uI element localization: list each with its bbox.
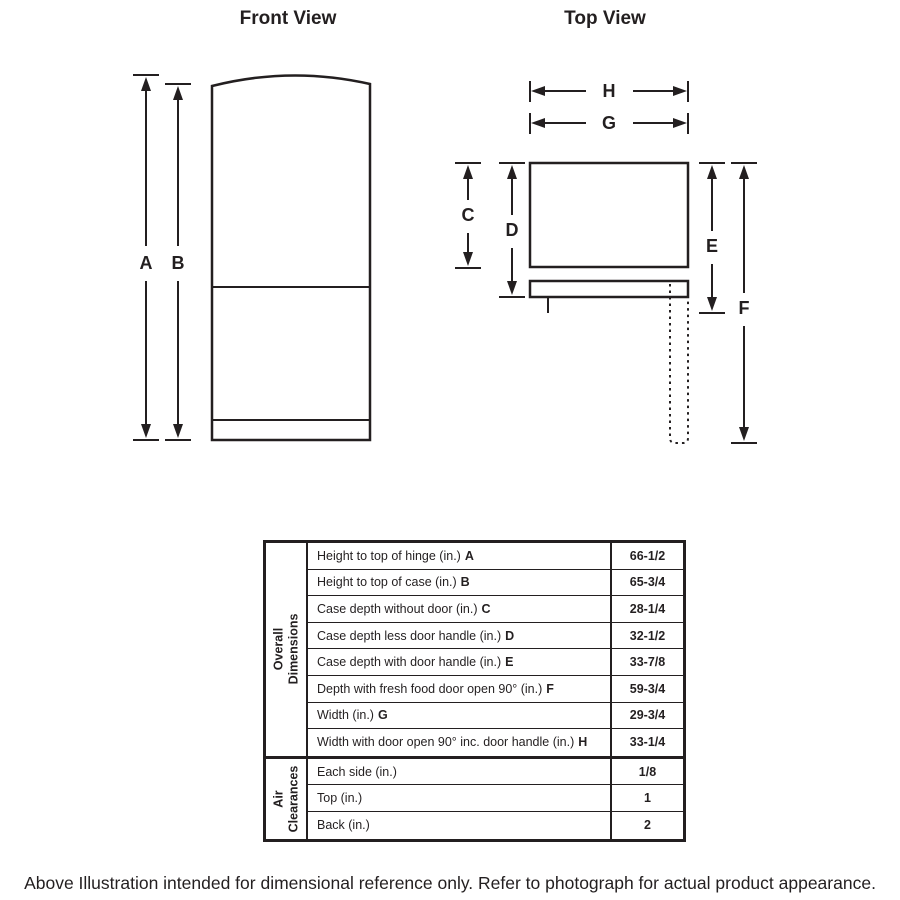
table-row-value: 59-3/4 — [610, 676, 683, 703]
row-label-text: Case depth less door handle (in.) — [317, 628, 502, 643]
table-row-value: 29-3/4 — [610, 703, 683, 730]
table-row-value: 33-1/4 — [610, 729, 683, 756]
section-header-line: Air — [271, 789, 285, 808]
table-row-label — [306, 623, 610, 650]
dim-label-h: H — [602, 81, 616, 101]
disclaimer-caption: Above Illustration intended for dimensional reference only. Refer to photograph for actual product appearance. — [24, 873, 876, 893]
arrowhead-up-icon — [173, 86, 183, 100]
section-header-line: Overall — [271, 628, 286, 671]
row-label-text: Back (in.) — [317, 818, 370, 833]
arrowhead-down-icon — [173, 424, 183, 438]
door-front-outline — [530, 281, 688, 297]
row-dim-letter: B — [460, 575, 470, 590]
table-row-label — [306, 676, 610, 703]
section-header-line: Dimensions — [286, 613, 301, 685]
row-dim-letter: A — [464, 548, 474, 563]
dim-label-d: D — [505, 220, 519, 240]
arrowhead-down-icon — [739, 427, 749, 441]
table-row-label — [306, 759, 610, 786]
table-row-value: 1/8 — [610, 759, 683, 786]
dim-label-e: E — [705, 236, 719, 256]
row-label-text: Depth with fresh food door open 90° (in.) — [317, 681, 543, 696]
front-view-diagram — [133, 75, 370, 440]
dim-label-c: C — [461, 205, 475, 225]
row-dim-letter: G — [377, 708, 388, 723]
row-dim-letter: H — [578, 735, 588, 750]
front-view-title: Front View — [239, 8, 337, 29]
arrowhead-up-icon — [739, 165, 749, 179]
table-row-value: 65-3/4 — [610, 570, 683, 597]
table-row-value: 33-7/8 — [610, 649, 683, 676]
dimensions-table — [263, 540, 686, 842]
arrowhead-up-icon — [141, 77, 151, 91]
row-dim-letter: D — [505, 628, 515, 643]
table-row-value: 66-1/2 — [610, 543, 683, 570]
dim-label-b: B — [171, 253, 185, 273]
dim-line-e — [699, 163, 725, 313]
table-row-label — [306, 649, 610, 676]
dim-label-f: F — [738, 298, 750, 318]
overall-dimensions-section — [266, 543, 683, 759]
row-label-text: Top (in.) — [317, 791, 363, 806]
arrowhead-right-icon — [673, 86, 687, 96]
case-outline — [530, 163, 688, 267]
open-door-dashed-outline — [670, 284, 688, 443]
top-view-diagram — [455, 81, 757, 443]
row-label-text: Height to top of case (in.) — [317, 575, 457, 590]
arrowhead-right-icon — [673, 118, 687, 128]
row-dim-letter: E — [505, 655, 514, 670]
row-label-text: Width with door open 90° inc. door handle (in.) — [317, 735, 575, 750]
dim-line-g — [530, 113, 688, 134]
arrowhead-left-icon — [531, 86, 545, 96]
arrowhead-up-icon — [707, 165, 717, 179]
dim-line-h — [530, 81, 688, 102]
arrowhead-up-icon — [463, 165, 473, 179]
arrowhead-down-icon — [141, 424, 151, 438]
row-dim-letter: C — [481, 601, 491, 616]
dim-line-d — [499, 163, 525, 297]
table-row-label — [306, 596, 610, 623]
arrowhead-down-icon — [707, 297, 717, 311]
dim-label-a: A — [139, 253, 153, 273]
table-row-value: 1 — [610, 785, 683, 812]
air-clearances-section — [266, 759, 683, 839]
dim-line-c — [455, 163, 481, 268]
arrowhead-left-icon — [531, 118, 545, 128]
section-header-overall-dimensions — [266, 543, 306, 756]
table-row-label — [306, 703, 610, 730]
dim-line-b — [165, 84, 191, 440]
row-label-text: Case depth without door (in.) — [317, 601, 478, 616]
row-label-text: Each side (in.) — [317, 764, 397, 779]
dim-line-f — [731, 163, 757, 443]
arrowhead-up-icon — [507, 165, 517, 179]
section-header-line: Clearances — [286, 765, 300, 832]
table-row-value: 2 — [610, 812, 683, 839]
top-view-title: Top View — [564, 8, 646, 29]
table-row-label — [306, 812, 610, 839]
table-row-label — [306, 729, 610, 756]
arrowhead-down-icon — [507, 281, 517, 295]
row-label-text: Case depth with door handle (in.) — [317, 655, 502, 670]
table-row-label — [306, 543, 610, 570]
table-row-label — [306, 785, 610, 812]
dim-line-a — [133, 75, 159, 440]
table-row-value: 28-1/4 — [610, 596, 683, 623]
row-label-text: Height to top of hinge (in.) — [317, 548, 461, 563]
dim-label-g: G — [601, 113, 617, 133]
section-header-air-clearances — [266, 759, 306, 839]
row-dim-letter: F — [546, 681, 554, 696]
row-label-text: Width (in.) — [317, 708, 374, 723]
fridge-outline — [212, 75, 370, 440]
table-row-value: 32-1/2 — [610, 623, 683, 650]
table-row-label — [306, 570, 610, 597]
arrowhead-down-icon — [463, 252, 473, 266]
